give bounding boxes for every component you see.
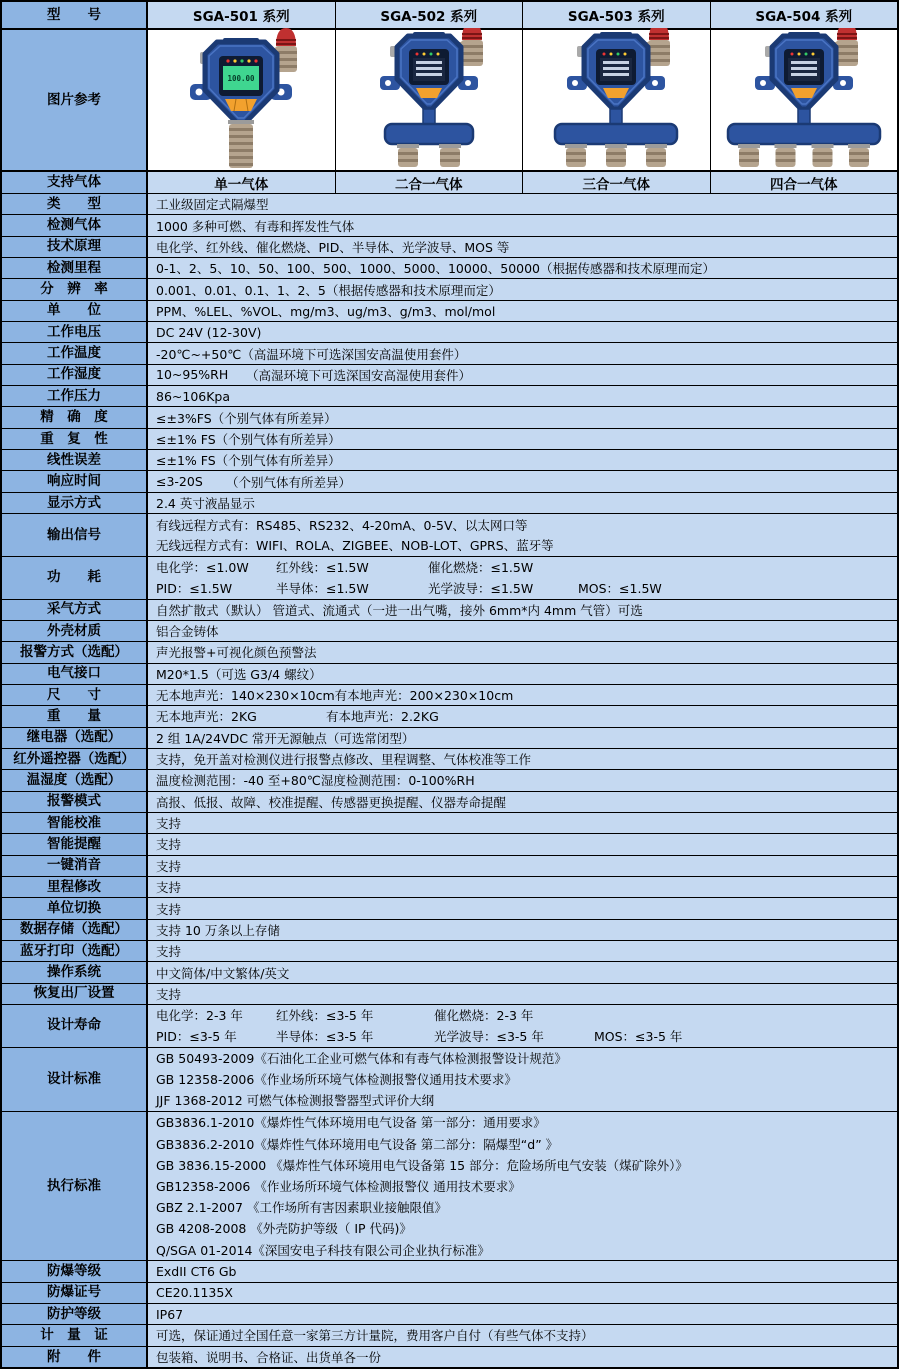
spec-value-segment: 催化燃烧：2-3 年	[434, 1008, 534, 1024]
spec-row-label: 操作系统	[2, 962, 148, 982]
spec-row	[2, 792, 897, 813]
spec-value-line	[156, 343, 897, 363]
detector-image-sga-503	[523, 28, 709, 172]
spec-value-segment: GBZ 2.1-2007 《工作场所有害因素职业接触限值》	[156, 1200, 447, 1216]
spec-value-line	[156, 1197, 897, 1218]
spec-row	[2, 407, 897, 428]
detector-image-cell	[711, 30, 898, 170]
spec-row-value	[148, 429, 897, 449]
spec-value-segment: 光学波导：≤1.5W	[428, 581, 534, 597]
spec-row-value	[148, 898, 897, 918]
spec-row	[2, 685, 897, 706]
spec-value-segment: PID：≤3-5 年	[156, 1029, 237, 1045]
spec-row-label: 输出信号	[2, 514, 148, 556]
spec-row	[2, 429, 897, 450]
spec-row	[2, 365, 897, 386]
spec-row-label: 智能校准	[2, 813, 148, 833]
spec-row-value	[148, 386, 897, 406]
spec-row-label: 继电器（选配）	[2, 728, 148, 748]
spec-value-segment: 红外线：≤1.5W	[276, 560, 369, 576]
spec-row-value	[148, 1304, 897, 1324]
spec-value-line	[156, 1005, 897, 1026]
spec-row	[2, 471, 897, 492]
spec-value-segment: PID：≤1.5W	[156, 581, 233, 597]
spec-row-label: 精 确 度	[2, 407, 148, 427]
spec-value-segment: 电化学：2-3 年	[156, 1008, 243, 1024]
spec-row	[2, 1304, 897, 1325]
model-header-cell: SGA-503 系列	[523, 2, 711, 28]
spec-row-value	[148, 685, 897, 705]
spec-row-label: 附 件	[2, 1347, 148, 1368]
spec-value-segment: 催化燃烧：≤1.5W	[428, 560, 534, 576]
spec-row-value	[148, 557, 897, 599]
spec-value-line	[156, 1154, 897, 1175]
spec-row	[2, 450, 897, 471]
spec-row-label: 防护等级	[2, 1304, 148, 1324]
spec-row-label: 数据存储（选配）	[2, 920, 148, 940]
spec-row	[2, 493, 897, 514]
spec-row-value	[148, 728, 897, 748]
spec-value-line	[156, 877, 897, 897]
spec-row-value	[148, 1005, 897, 1047]
spec-value-line	[156, 429, 897, 449]
spec-row	[2, 514, 897, 557]
spec-value-segment: ≤3-20S	[156, 474, 203, 490]
spec-value-segment: 半导体：≤1.5W	[276, 581, 369, 597]
spec-row-label: 工作压力	[2, 386, 148, 406]
spec-row	[2, 1261, 897, 1282]
spec-row-label: 工作温度	[2, 343, 148, 363]
spec-row-label: 显示方式	[2, 493, 148, 513]
spec-value-segment: JJF 1368-2012 可燃气体检测报警器型式评价大纲	[156, 1093, 435, 1109]
spec-row	[2, 621, 897, 642]
detector-image-cell	[336, 30, 524, 170]
spec-value-segment: 电化学：≤1.0W	[156, 560, 249, 576]
spec-row-value	[148, 813, 897, 833]
spec-value-segment: 湿度检测范围：0-100%RH	[320, 773, 475, 789]
spec-row	[2, 343, 897, 364]
spec-value-line	[156, 941, 897, 961]
spec-value-segment: 无线远程方式有：WIFI、ROLA、ZIGBEE、NOB-LOT、GPRS、蓝牙等	[156, 538, 554, 554]
spec-row-value	[148, 1048, 897, 1111]
spec-row-value	[148, 1112, 897, 1260]
row-label-model: 型 号	[2, 2, 148, 28]
spec-value-line	[156, 514, 897, 535]
spec-value-line	[156, 450, 897, 470]
spec-row-label: 设计寿命	[2, 1005, 148, 1047]
spec-value-segment: 0.001、0.01、0.1、1、2、5（根据传感器和技术原理而定）	[156, 282, 501, 298]
spec-row	[2, 962, 897, 983]
spec-row	[2, 813, 897, 834]
spec-value-line	[156, 770, 897, 790]
spec-value-line	[156, 813, 897, 833]
spec-row-value	[148, 194, 897, 214]
spec-value-segment: 2 组 1A/24VDC 常开无源触点（可选常闭型）	[156, 730, 415, 746]
spec-value-segment: GB 12358-2006《作业场所环境气体检测报警仪通用技术要求》	[156, 1072, 517, 1088]
spec-value-line	[156, 1347, 897, 1368]
spec-row-label: 智能提醒	[2, 834, 148, 854]
spec-row-value	[148, 365, 897, 385]
spec-row	[2, 664, 897, 685]
spec-value-line	[156, 685, 897, 705]
spec-value-segment: 支持	[156, 901, 182, 917]
spec-value-segment: 支持	[156, 880, 182, 896]
spec-row-label: 功 耗	[2, 557, 148, 599]
spec-row-value	[148, 258, 897, 278]
supported-gas-cell: 三合一气体	[523, 172, 711, 193]
spec-row	[2, 1048, 897, 1112]
spec-value-segment: 86~106Kpa	[156, 388, 231, 404]
spec-row-label: 工作电压	[2, 322, 148, 342]
spec-value-line	[156, 322, 897, 342]
spec-row-label: 工作湿度	[2, 365, 148, 385]
spec-value-line	[156, 215, 897, 235]
spec-value-segment: （个别气体有所差异）	[226, 474, 352, 490]
spec-row-value	[148, 962, 897, 982]
spec-value-segment: 无本地声光：140×230×10cm	[156, 688, 335, 704]
spec-row	[2, 877, 897, 898]
spec-value-segment: 中文简体/中文繁体/英文	[156, 965, 290, 981]
spec-value-line	[156, 728, 897, 748]
spec-row-label: 重 复 性	[2, 429, 148, 449]
spec-value-segment: ≤±1% FS（个别气体有所差异）	[156, 431, 341, 447]
spec-row-value	[148, 642, 897, 662]
spec-row	[2, 1325, 897, 1346]
detector-image-sga-501	[148, 28, 334, 172]
spec-value-line	[156, 984, 897, 1004]
spec-row	[2, 728, 897, 749]
spec-value-line	[156, 493, 897, 513]
spec-row-value	[148, 407, 897, 427]
spec-value-segment: IP67	[156, 1306, 184, 1322]
spec-value-line	[156, 642, 897, 662]
spec-value-line	[156, 749, 897, 769]
detector-image-cell	[523, 30, 711, 170]
spec-row	[2, 258, 897, 279]
spec-value-line	[156, 557, 897, 578]
spec-value-line	[156, 1261, 897, 1281]
spec-row	[2, 386, 897, 407]
spec-row-value	[148, 920, 897, 940]
spec-value-segment: 有本地声光：2.2KG	[326, 709, 439, 725]
spec-value-segment: 支持 10 万条以上存储	[156, 922, 280, 938]
spec-row-label: 计 量 证	[2, 1325, 148, 1345]
spec-row	[2, 984, 897, 1005]
spec-value-line	[156, 237, 897, 257]
spec-value-segment: DC 24V (12-30V)	[156, 324, 262, 340]
row-label-image: 图片参考	[2, 30, 148, 170]
spec-value-segment: GB 3836.15-2000 《爆炸性气体环境用电气设备第 15 部分：危险场所电气安装（煤矿除外）》	[156, 1157, 688, 1173]
spec-row-label: 报警方式（选配）	[2, 642, 148, 662]
spec-row	[2, 557, 897, 600]
spec-value-segment: 半导体：≤3-5 年	[276, 1029, 374, 1045]
spec-row-label: 分 辨 率	[2, 279, 148, 299]
spec-row-label: 响应时间	[2, 471, 148, 491]
spec-value-segment: 支持	[156, 986, 182, 1002]
detector-illustration	[148, 28, 334, 168]
spec-value-line	[156, 1325, 897, 1345]
spec-row-label: 设计标准	[2, 1048, 148, 1111]
spec-row-label: 报警模式	[2, 792, 148, 812]
spec-row-label: 红外遥控器（选配）	[2, 749, 148, 769]
supported-gas-cell: 四合一气体	[711, 172, 898, 193]
spec-row	[2, 301, 897, 322]
spec-value-segment: 电化学、红外线、催化燃烧、PID、半导体、光学波导、MOS 等	[156, 239, 510, 255]
spec-row-label: 类 型	[2, 194, 148, 214]
spec-value-segment: （高湿环境下可选深国安高湿使用套件）	[246, 367, 472, 383]
spec-row	[2, 1112, 897, 1261]
spec-row-label: 温湿度（选配）	[2, 770, 148, 790]
spec-row	[2, 856, 897, 877]
spec-value-segment: GB12358-2006 《作业场所环境气体检测报警仪 通用技术要求》	[156, 1179, 521, 1194]
spec-value-line	[156, 898, 897, 918]
spec-value-line	[156, 706, 897, 726]
spec-value-line	[156, 856, 897, 876]
image-reference-row	[2, 30, 897, 172]
detector-image-sga-504	[711, 28, 897, 172]
spec-value-line	[156, 834, 897, 854]
spec-row	[2, 706, 897, 727]
spec-value-line	[156, 664, 897, 684]
svg-text:100.00: 100.00	[227, 74, 255, 83]
spec-value-segment: M20*1.5（可选 G3/4 螺纹）	[156, 666, 322, 682]
spec-row	[2, 600, 897, 621]
spec-value-segment: PPM、%LEL、%VOL、mg/m3、ug/m3、g/m3、mol/mol	[156, 303, 496, 319]
spec-row-label: 外壳材质	[2, 621, 148, 641]
spec-row-label: 恢复出厂设置	[2, 984, 148, 1004]
spec-value-line	[156, 365, 897, 385]
spec-value-segment: 2.4 英寸液晶显示	[156, 495, 255, 511]
detector-image-sga-502	[336, 28, 522, 172]
spec-value-line	[156, 1069, 897, 1090]
spec-value-line	[156, 621, 897, 641]
spec-row	[2, 898, 897, 919]
spec-row	[2, 279, 897, 300]
spec-row	[2, 941, 897, 962]
spec-row	[2, 749, 897, 770]
spec-row-label: 技术原理	[2, 237, 148, 257]
spec-value-segment: 红外线：≤3-5 年	[276, 1008, 374, 1024]
spec-row-label: 电气接口	[2, 664, 148, 684]
row-label-support: 支持气体	[2, 172, 148, 193]
spec-value-line	[156, 1133, 897, 1154]
spec-value-segment: 光学波导：≤3-5 年	[434, 1029, 544, 1045]
spec-value-line	[156, 1112, 897, 1133]
spec-value-line	[156, 301, 897, 321]
spec-row	[2, 215, 897, 236]
spec-row-label: 蓝牙打印（选配）	[2, 941, 148, 961]
spec-row	[2, 642, 897, 663]
spec-row-value	[148, 322, 897, 342]
spec-value-segment: 包装箱、说明书、合格证、出货单各一份	[156, 1350, 382, 1366]
spec-row	[2, 194, 897, 215]
spec-row-value	[148, 343, 897, 363]
spec-value-segment: GB3836.2-2010《爆炸性气体环境用电气设备 第二部分：隔爆型“d” 》	[156, 1136, 559, 1152]
spec-row	[2, 920, 897, 941]
spec-value-segment: CE20.1135X	[156, 1285, 233, 1301]
spec-value-segment: 支持	[156, 858, 182, 874]
spec-value-line	[156, 1175, 897, 1196]
spec-row-label: 防爆证号	[2, 1283, 148, 1303]
spec-value-segment: 支持	[156, 837, 182, 853]
spec-row-value	[148, 941, 897, 961]
detector-illustration	[711, 28, 897, 168]
spec-row	[2, 1005, 897, 1048]
spec-value-segment: 声光报警+可视化颜色预警法	[156, 645, 317, 661]
supported-gas-cell: 二合一气体	[336, 172, 524, 193]
spec-value-segment: 高报、低报、故障、校准提醒、传感器更换提醒、仪器寿命提醒	[156, 794, 507, 810]
spec-row-label: 执行标准	[2, 1112, 148, 1260]
spec-row-label: 采气方式	[2, 600, 148, 620]
spec-value-segment: 自然扩散式（默认） 管道式、流通式（一进一出气嘴，接外 6mm*内 4mm 气管）可选	[156, 602, 643, 618]
spec-value-line	[156, 792, 897, 812]
spec-value-line	[156, 386, 897, 406]
spec-row-value	[148, 984, 897, 1004]
spec-row-value	[148, 1261, 897, 1281]
spec-row-label: 线性误差	[2, 450, 148, 470]
spec-value-line	[156, 258, 897, 278]
spec-value-segment: 可选，保证通过全国任意一家第三方计量院，费用客户自付（有些气体不支持）	[156, 1328, 594, 1344]
detector-illustration	[523, 28, 709, 168]
detector-image-cell	[148, 30, 336, 170]
spec-value-segment: 支持	[156, 816, 182, 832]
spec-row-label: 防爆等级	[2, 1261, 148, 1281]
spec-value-segment: ExdII CT6 Gb	[156, 1263, 237, 1279]
spec-row-value	[148, 1347, 897, 1368]
spec-value-line	[156, 1218, 897, 1239]
spec-value-segment: -20℃~+50℃（高温环境下可选深国安高温使用套件）	[156, 346, 467, 362]
spec-value-line	[156, 194, 897, 214]
model-header-cell: SGA-502 系列	[336, 2, 524, 28]
model-header-cell: SGA-504 系列	[711, 2, 898, 28]
spec-row-value	[148, 621, 897, 641]
spec-value-segment: 支持	[156, 944, 182, 960]
spec-row-value	[148, 1283, 897, 1303]
spec-value-line	[156, 578, 897, 599]
detector-illustration	[336, 28, 522, 168]
supported-gas-cell: 单一气体	[148, 172, 336, 193]
spec-row	[2, 834, 897, 855]
spec-row-value	[148, 450, 897, 470]
spec-value-line	[156, 407, 897, 427]
spec-value-line	[156, 1283, 897, 1303]
spec-row	[2, 1283, 897, 1304]
model-header-row	[2, 2, 897, 30]
spec-value-line	[156, 471, 897, 491]
spec-row	[2, 770, 897, 791]
spec-row-value	[148, 877, 897, 897]
spec-value-segment: MOS：≤1.5W	[578, 581, 662, 597]
spec-value-segment: GB 4208-2008 《外壳防护等级（ IP 代码)》	[156, 1221, 412, 1237]
spec-value-line	[156, 1048, 897, 1069]
spec-row-value	[148, 493, 897, 513]
spec-row-value	[148, 749, 897, 769]
spec-row-label: 里程修改	[2, 877, 148, 897]
spec-value-line	[156, 1090, 897, 1111]
spec-value-segment: 铝合金铸体	[156, 624, 219, 640]
spec-value-line	[156, 962, 897, 982]
spec-row-value	[148, 792, 897, 812]
spec-row-value	[148, 215, 897, 235]
spec-value-segment: GB 50493-2009《石油化工企业可燃气体和有毒气体检测报警设计规范》	[156, 1051, 567, 1067]
spec-row-label: 检测气体	[2, 215, 148, 235]
supported-gas-row	[2, 172, 897, 194]
spec-value-segment: Q/SGA 01-2014《深国安电子科技有限公司企业执行标准》	[156, 1242, 490, 1258]
spec-row-value	[148, 301, 897, 321]
spec-value-line	[156, 600, 897, 620]
spec-value-segment: 1000 多种可燃、有毒和挥发性气体	[156, 218, 355, 234]
spec-row-value	[148, 514, 897, 556]
spec-row-label: 尺 寸	[2, 685, 148, 705]
spec-row-label: 检测里程	[2, 258, 148, 278]
spec-value-segment: 温度检测范围：-40 至+80℃	[156, 773, 321, 789]
spec-row-value	[148, 1325, 897, 1345]
spec-value-line	[156, 279, 897, 299]
spec-value-segment: 无本地声光：2KG	[156, 709, 257, 725]
spec-row-label: 重 量	[2, 706, 148, 726]
spec-row-label: 单位切换	[2, 898, 148, 918]
spec-value-segment: 工业级固定式隔爆型	[156, 197, 269, 213]
spec-value-segment: 有线远程方式有：RS485、RS232、4-20mA、0-5V、以太网口等	[156, 517, 528, 533]
spec-value-line	[156, 920, 897, 940]
spec-row-value	[148, 600, 897, 620]
spec-row-value	[148, 834, 897, 854]
spec-row-value	[148, 664, 897, 684]
spec-value-line	[156, 1026, 897, 1047]
spec-value-segment: MOS：≤3-5 年	[594, 1029, 683, 1045]
spec-row-value	[148, 770, 897, 790]
spec-row	[2, 237, 897, 258]
spec-value-line	[156, 535, 897, 556]
spec-row-label: 单 位	[2, 301, 148, 321]
spec-value-line	[156, 1239, 897, 1260]
spec-row	[2, 1347, 897, 1368]
spec-row-value	[148, 706, 897, 726]
spec-value-segment: 支持，免开盖对检测仪进行报警点修改、里程调整、气体校准等工作	[156, 752, 532, 768]
spec-value-segment: 10~95%RH	[156, 367, 229, 383]
spec-value-segment: ≤±3%FS（个别气体有所差异）	[156, 410, 337, 426]
spec-value-segment: 有本地声光：200×230×10cm	[334, 688, 514, 704]
spec-row-value	[148, 471, 897, 491]
model-header-cell: SGA-501 系列	[148, 2, 336, 28]
spec-row-value	[148, 237, 897, 257]
spec-row-value	[148, 279, 897, 299]
spec-value-segment: 0-1、2、5、10、50、100、500、1000、5000、10000、50000（根据传感器和技术原理而定）	[156, 261, 716, 277]
spec-row-value	[148, 856, 897, 876]
spec-value-line	[156, 1304, 897, 1324]
spec-value-segment: GB3836.1-2010《爆炸性气体环境用电气设备 第一部分：通用要求》	[156, 1115, 546, 1131]
spec-row-label: 一键消音	[2, 856, 148, 876]
spec-value-segment: ≤±1% FS（个别气体有所差异）	[156, 453, 341, 469]
spec-row	[2, 322, 897, 343]
